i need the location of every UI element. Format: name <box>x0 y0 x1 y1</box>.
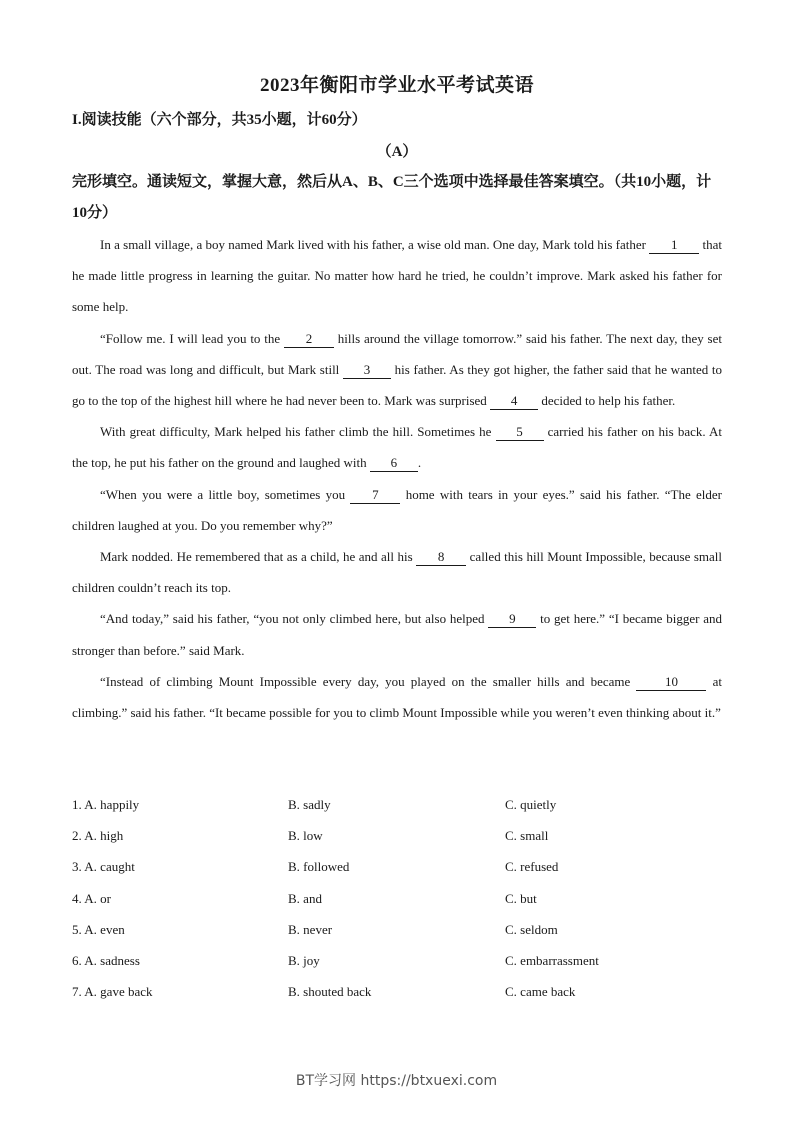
option-a: 4. A. or <box>72 890 111 906</box>
text: carried his father on his back. At the top, he put his father on the ground and laughed with <box>72 424 722 471</box>
paragraph-4 <box>72 479 722 541</box>
option-a: 5. A. even <box>72 921 125 937</box>
blank-10: 10 <box>636 674 706 691</box>
option-a: 7. A. gave back <box>72 984 153 1000</box>
option-b: B. never <box>288 921 333 937</box>
blank-6: 6 <box>370 455 418 472</box>
text: With great difficulty, Mark helped his father climb the hill. Sometimes he <box>100 424 496 440</box>
option-row <box>72 820 722 851</box>
passage <box>72 229 722 728</box>
instructions: 完形填空。通读短文，掌握大意，然后从A、B、C三个选项中选择最佳答案填空。（共10小题，计10分） <box>72 174 712 221</box>
blank-1: 1 <box>649 237 699 254</box>
text: home with tears in your eyes.” said his father. “The elder children laughed at you. Do you remember why?” <box>72 486 722 533</box>
option-row <box>72 945 722 976</box>
option-b: B. sadly <box>288 797 331 812</box>
text: “When you were a little boy, sometimes you <box>100 486 351 502</box>
option-a: 6. A. sadness <box>72 952 140 968</box>
option-row <box>72 883 722 914</box>
page-title: 2023年衡阳市学业水平考试英语 <box>259 75 534 96</box>
option-a: 3. A. caught <box>72 859 135 875</box>
text: . <box>417 455 422 471</box>
option-b: B. followed <box>288 859 350 875</box>
option-c: C. small <box>505 828 549 844</box>
paragraph-5 <box>72 541 722 603</box>
blank-5: 5 <box>496 424 544 441</box>
text: In a small village, a boy named Mark lived with his father, a wise old man. One day, Mark told his father <box>100 237 650 252</box>
option-c: C. embarrassment <box>505 952 599 968</box>
answer-options <box>72 789 722 1007</box>
option-b: B. low <box>288 828 323 844</box>
option-c: C. refused <box>505 859 559 875</box>
option-row <box>72 976 722 1007</box>
option-a: 2. A. high <box>72 828 124 844</box>
paragraph-6 <box>72 603 722 665</box>
blank-9: 9 <box>488 611 536 628</box>
option-c: C. seldom <box>505 921 558 937</box>
blank-4: 4 <box>490 393 538 410</box>
text: hills around the village tomorrow.” said his father. The next day, they set out. The road was long and difficult, but Mark still <box>72 330 722 377</box>
text: his father. As they got higher, the father said that he wanted to go to the top of the highest hill where he had never been to. Mark was surprised <box>72 361 723 409</box>
text: “Follow me. I will lead you to the <box>100 330 284 346</box>
text: at climbing.” said his father. “It became possible for you to climb Mount Impossible while you weren’t even thinking about it.” <box>72 673 722 721</box>
blank-2: 2 <box>284 331 334 348</box>
paragraph-2 <box>72 323 722 417</box>
text: “Instead of climbing Mount Impossible every day, you played on the smaller hills and became <box>100 673 637 689</box>
paragraph-3 <box>72 416 722 478</box>
text: called this hill Mount Impossible, because small children couldn’t reach its top. <box>72 549 722 596</box>
text: that he made little progress in learning the guitar. No matter how hard he tried, he couldn’t improve. Mark asked his father for some help. <box>72 237 722 315</box>
option-b: B. shouted back <box>288 984 372 1000</box>
text: decided to help his father. <box>538 393 676 409</box>
blank-3: 3 <box>343 362 391 379</box>
section-heading: I.阅读技能（六个部分，共35小题，计60分） <box>72 112 367 128</box>
option-c: C. came back <box>505 984 576 1000</box>
blank-8: 8 <box>416 549 466 566</box>
text: to get here.” “I became bigger and stronger than before.” said Mark. <box>72 611 723 658</box>
text: Mark nodded. He remembered that as a child, he and all his <box>100 549 417 565</box>
option-row <box>72 914 722 945</box>
option-row <box>72 851 722 882</box>
site-footer: BT学习网 https://btxuexi.com <box>295 1073 498 1089</box>
option-b: B. joy <box>288 952 320 968</box>
option-row <box>72 789 722 820</box>
option-c: C. quietly <box>505 797 557 812</box>
option-b: B. and <box>288 890 322 906</box>
option-a: 1. A. happily <box>72 797 140 812</box>
blank-7: 7 <box>350 487 400 504</box>
paragraph-1 <box>72 229 722 323</box>
text: “And today,” said his father, “you not only climbed here, but also helped <box>100 611 489 627</box>
option-c: C. but <box>505 890 537 906</box>
part-label: （A） <box>376 144 418 160</box>
paragraph-7 <box>72 666 722 728</box>
